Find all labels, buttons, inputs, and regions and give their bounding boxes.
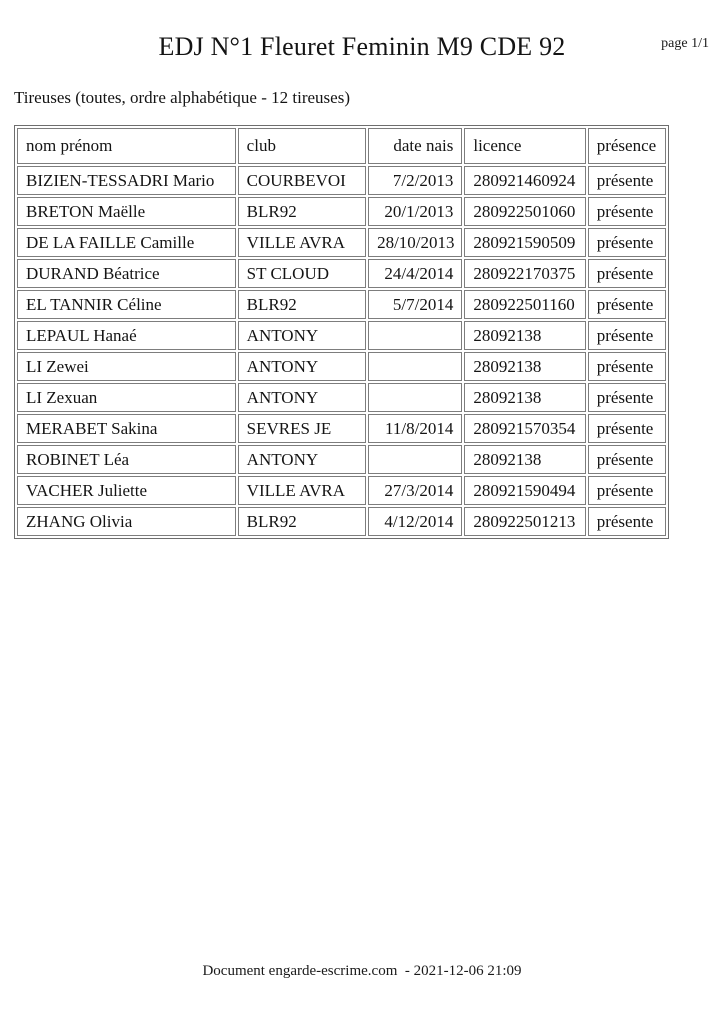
- table-row: [17, 197, 666, 226]
- cell-licence: 28092138: [464, 321, 585, 350]
- cell-nom-prenom: BRETON Maëlle: [17, 197, 236, 226]
- table-row: [17, 166, 666, 195]
- cell-presence: présente: [588, 197, 666, 226]
- cell-date-nais: 24/4/2014: [368, 259, 462, 288]
- cell-nom-prenom: LI Zewei: [17, 352, 236, 381]
- cell-date-nais: 28/10/2013: [368, 228, 462, 257]
- table-row: [17, 259, 666, 288]
- cell-licence: 280921590509: [464, 228, 585, 257]
- column-header-club: club: [238, 128, 366, 164]
- table-row: [17, 507, 666, 536]
- cell-presence: présente: [588, 507, 666, 536]
- cell-date-nais: [368, 352, 462, 381]
- cell-date-nais: 5/7/2014: [368, 290, 462, 319]
- column-header-licence: licence: [464, 128, 585, 164]
- roster-table-body: [17, 166, 666, 536]
- cell-date-nais: 11/8/2014: [368, 414, 462, 443]
- cell-club: BLR92: [238, 507, 366, 536]
- document-footer: Document engarde-escrime.com - 2021-12-06 21:09: [202, 963, 522, 979]
- cell-nom-prenom: LI Zexuan: [17, 383, 236, 412]
- cell-club: COURBEVOI: [238, 166, 366, 195]
- cell-presence: présente: [588, 476, 666, 505]
- cell-nom-prenom: MERABET Sakina: [17, 414, 236, 443]
- cell-nom-prenom: DE LA FAILLE Camille: [17, 228, 236, 257]
- cell-licence: 280922170375: [464, 259, 585, 288]
- header-row: [17, 128, 666, 164]
- cell-presence: présente: [588, 290, 666, 319]
- cell-licence: 28092138: [464, 352, 585, 381]
- cell-club: ANTONY: [238, 321, 366, 350]
- cell-club: ANTONY: [238, 352, 366, 381]
- cell-presence: présente: [588, 445, 666, 474]
- cell-nom-prenom: EL TANNIR Céline: [17, 290, 236, 319]
- roster-table: [14, 125, 669, 539]
- cell-presence: présente: [588, 414, 666, 443]
- cell-date-nais: [368, 383, 462, 412]
- cell-licence: 280922501160: [464, 290, 585, 319]
- cell-presence: présente: [588, 321, 666, 350]
- cell-club: SEVRES JE: [238, 414, 366, 443]
- cell-licence: 280922501060: [464, 197, 585, 226]
- cell-licence: 280921570354: [464, 414, 585, 443]
- cell-nom-prenom: VACHER Juliette: [17, 476, 236, 505]
- cell-licence: 28092138: [464, 383, 585, 412]
- cell-club: ANTONY: [238, 383, 366, 412]
- cell-presence: présente: [588, 166, 666, 195]
- cell-presence: présente: [588, 228, 666, 257]
- cell-date-nais: [368, 445, 462, 474]
- cell-club: VILLE AVRA: [238, 228, 366, 257]
- cell-club: BLR92: [238, 290, 366, 319]
- cell-nom-prenom: ROBINET Léa: [17, 445, 236, 474]
- table-row: [17, 445, 666, 474]
- column-header-nom-prenom: nom prénom: [17, 128, 236, 164]
- cell-licence: 280921590494: [464, 476, 585, 505]
- cell-date-nais: 27/3/2014: [368, 476, 462, 505]
- cell-presence: présente: [588, 259, 666, 288]
- column-header-presence: présence: [588, 128, 666, 164]
- column-header-date-nais: date nais: [368, 128, 462, 164]
- table-row: [17, 228, 666, 257]
- cell-nom-prenom: DURAND Béatrice: [17, 259, 236, 288]
- cell-date-nais: 20/1/2013: [368, 197, 462, 226]
- cell-club: BLR92: [238, 197, 366, 226]
- cell-licence: 280922501213: [464, 507, 585, 536]
- cell-date-nais: 4/12/2014: [368, 507, 462, 536]
- table-row: [17, 321, 666, 350]
- cell-nom-prenom: ZHANG Olivia: [17, 507, 236, 536]
- cell-presence: présente: [588, 383, 666, 412]
- table-row: [17, 290, 666, 319]
- roster-table-header: [17, 128, 666, 164]
- cell-club: ST CLOUD: [238, 259, 366, 288]
- table-row: [17, 352, 666, 381]
- cell-club: VILLE AVRA: [238, 476, 366, 505]
- roster-subtitle: Tireuses (toutes, ordre alphabétique - 12 tireuses): [14, 88, 350, 107]
- page-title: EDJ N°1 Fleuret Feminin M9 CDE 92: [158, 32, 566, 61]
- cell-date-nais: [368, 321, 462, 350]
- table-row: [17, 476, 666, 505]
- cell-nom-prenom: LEPAUL Hanaé: [17, 321, 236, 350]
- cell-licence: 28092138: [464, 445, 585, 474]
- cell-date-nais: 7/2/2013: [368, 166, 462, 195]
- table-row: [17, 383, 666, 412]
- cell-nom-prenom: BIZIEN-TESSADRI Mario: [17, 166, 236, 195]
- cell-presence: présente: [588, 352, 666, 381]
- table-row: [17, 414, 666, 443]
- cell-club: ANTONY: [238, 445, 366, 474]
- page-number-label: page 1/1: [661, 36, 709, 51]
- cell-licence: 280921460924: [464, 166, 585, 195]
